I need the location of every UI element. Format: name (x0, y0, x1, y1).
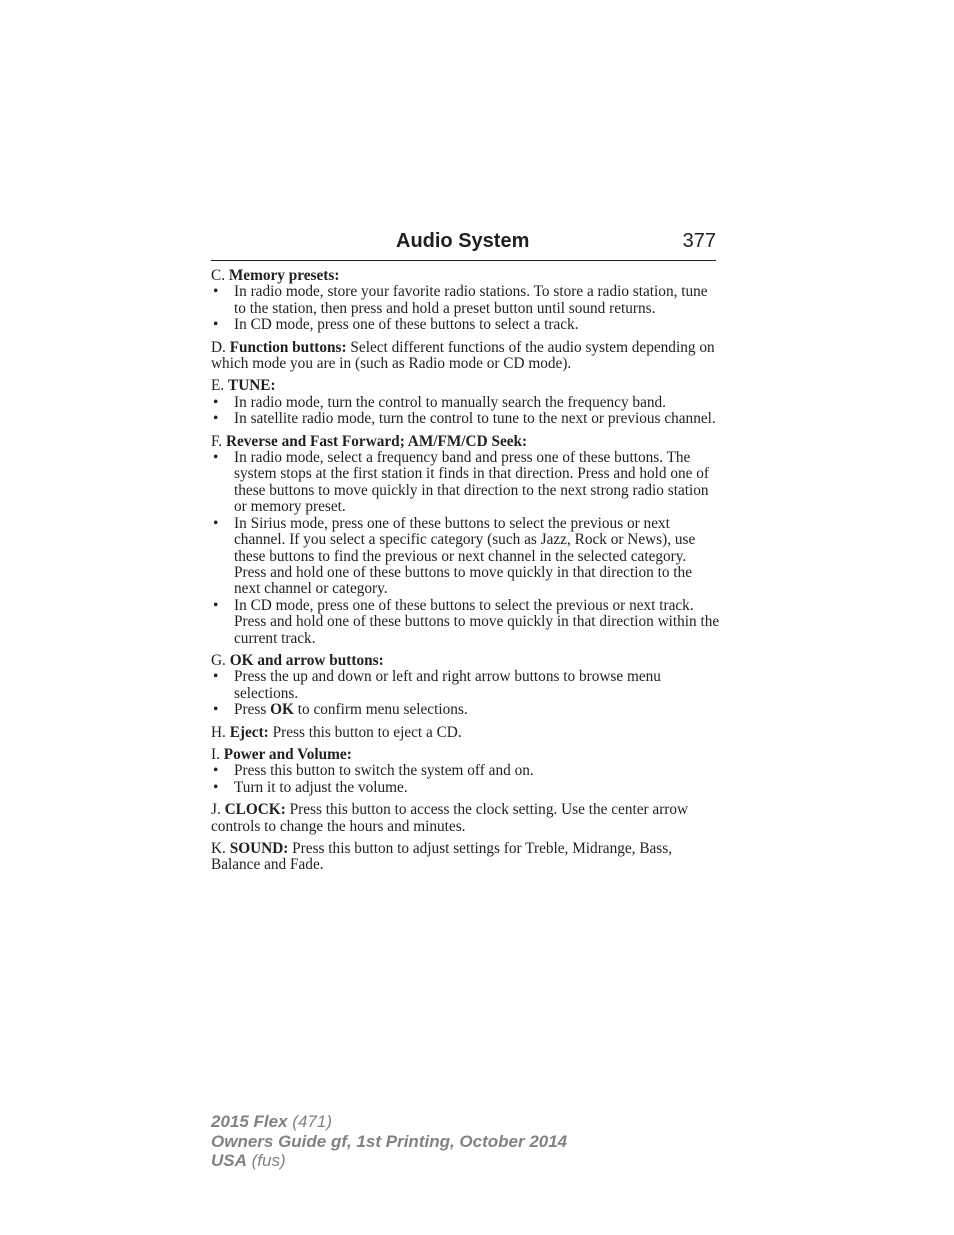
footer-line (211, 1151, 567, 1171)
ok-term: OK (270, 701, 294, 719)
list-item (211, 669, 721, 702)
section-term: Function buttons: (229, 338, 347, 356)
section-term: OK and arrow buttons: (229, 651, 384, 669)
section-text: Press this button to eject a CD. (272, 723, 462, 741)
bullet-list (211, 284, 721, 333)
footer-text: (fus) (251, 1151, 286, 1170)
section-memory-presets (211, 268, 721, 334)
section-letter: F. (211, 432, 223, 450)
bullet-list (211, 395, 721, 428)
list-item-text: In radio mode, select a frequency band and press one of these buttons. The system stops at the first station it finds in that direction. Press and hold one of these buttons to move quickly in that direction to the next strong radio station or memory preset. (234, 449, 709, 516)
section-clock (211, 802, 721, 835)
list-item (211, 450, 721, 516)
list-item (211, 411, 721, 427)
list-item (211, 702, 721, 718)
section-letter: G. (211, 651, 226, 669)
section-term: CLOCK: (224, 801, 286, 819)
list-item (211, 598, 721, 647)
bullet-list (211, 763, 721, 796)
section-letter: D. (211, 338, 226, 356)
list-item-text: In radio mode, turn the control to manually search the frequency band. (234, 393, 666, 411)
section-ok-arrow (211, 653, 721, 719)
footer-line (211, 1112, 567, 1132)
bullet-icon: • (213, 701, 219, 719)
bullet-icon: • (213, 762, 219, 780)
section-term: Reverse and Fast Forward; AM/FM/CD Seek: (225, 432, 528, 450)
bullet-list (211, 669, 721, 718)
list-item (211, 780, 721, 796)
bullet-icon: • (213, 778, 219, 796)
page-number: 377 (682, 230, 716, 252)
section-letter: J. (211, 801, 221, 819)
section-tune (211, 378, 721, 427)
list-item-text: Turn it to adjust the volume. (234, 778, 408, 796)
footer-guide: Owners Guide gf, 1st Printing, October 2014 (211, 1131, 568, 1151)
page-footer (211, 1112, 567, 1171)
section-term: Power and Volume: (223, 745, 352, 763)
bullet-icon: • (213, 316, 219, 334)
page-header (211, 228, 716, 261)
section-letter: K. (211, 840, 226, 857)
page-title: Audio System (396, 230, 530, 252)
footer-text: (471) (292, 1112, 332, 1131)
list-item (211, 516, 721, 598)
list-item (211, 395, 721, 411)
bullet-icon: • (213, 283, 219, 301)
section-term: TUNE: (228, 377, 276, 395)
section-text: Press this button to adjust settings for Treble, Midrange, Bass, Balance and Fade. (211, 840, 673, 874)
section-letter: E. (211, 377, 225, 395)
section-sound (211, 841, 721, 874)
list-item-text: Press this button to switch the system off and on. (234, 762, 534, 780)
bullet-icon: • (213, 668, 219, 686)
bullet-icon: • (213, 596, 219, 614)
section-power-volume (211, 747, 721, 796)
section-letter: C. (211, 267, 226, 284)
list-item-text: In CD mode, press one of these buttons to select the previous or next track. Press and hold one of these buttons to move quickly in that direction within the current track. (234, 596, 720, 647)
list-item-text: In Sirius mode, press one of these buttons to select the previous or next channel. If you select a specific category (such as Jazz, Rock or News), use these buttons to find the previous or next channel in the selected category. Press and hold one of these buttons to move quickly in that direction to the next channel or category. (234, 514, 696, 598)
list-item-text: Press (234, 701, 267, 719)
section-text: Press this button to access the clock setting. Use the center arrow controls to change the hours and minutes. (211, 801, 689, 835)
list-item-text: In CD mode, press one of these buttons to select a track. (234, 316, 579, 334)
list-item-text: In radio mode, store your favorite radio stations. To store a radio station, tune to the station, then press and hold a preset button until sound returns. (234, 283, 708, 317)
bullet-icon: • (213, 449, 219, 467)
bullet-icon: • (213, 393, 219, 411)
list-item-text: Press the up and down or left and right arrow buttons to browse menu selections. (234, 668, 661, 702)
section-term: SOUND: (229, 840, 289, 857)
list-item-text: In satellite radio mode, turn the control to tune to the next or previous channel. (234, 410, 716, 428)
section-seek (211, 434, 721, 647)
page-body (211, 268, 721, 880)
section-letter: H. (211, 723, 226, 741)
bullet-icon: • (213, 410, 219, 428)
section-term: Memory presets: (228, 267, 340, 284)
list-item (211, 317, 721, 333)
footer-model: 2015 Flex (211, 1112, 288, 1131)
footer-line (211, 1132, 567, 1152)
section-term: Eject: (229, 723, 269, 741)
section-letter: I. (211, 745, 220, 763)
bullet-list (211, 450, 721, 647)
section-eject (211, 725, 721, 741)
list-item (211, 284, 721, 317)
bullet-icon: • (213, 514, 219, 532)
footer-region: USA (211, 1151, 247, 1170)
list-item (211, 763, 721, 779)
list-item-text: to confirm menu selections. (297, 701, 468, 719)
section-function-buttons (211, 340, 721, 373)
section-text: Select different functions of the audio system depending on which mode you are in (such as Radio mode or CD mode). (211, 338, 715, 373)
